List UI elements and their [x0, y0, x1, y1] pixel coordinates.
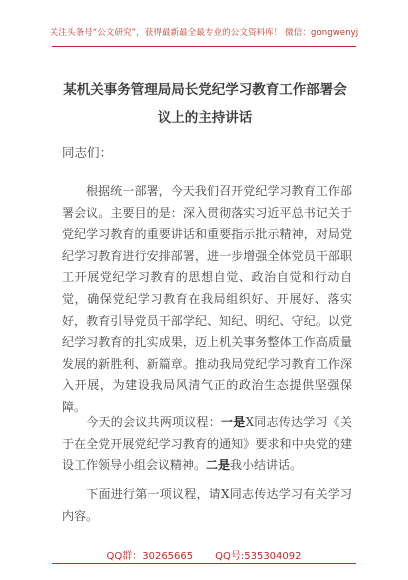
footer-divider [52, 563, 356, 564]
salutation: 同志们： [62, 145, 113, 160]
paragraph-3-text: 下面进行第一项议程，请X同志传达学习有关学习内容。 [62, 487, 352, 523]
agenda-item-2-label: 二是 [206, 458, 231, 473]
paragraph-2 [62, 412, 352, 477]
header-banner: 关注头条号“公文研究”，获得最新最全最专业的公文资料库！ 微信：gongwenyj [49, 28, 359, 38]
paragraph-3 [62, 484, 352, 527]
paragraph-1-text: 根据统一部署，今天我们召开党纪学习教育工作部署会议。主要目的是：深入贯彻落实习近平总书记关于党纪学习教育的重要讲话和重要指示批示精神，对局党纪学习教育进行安排部署，进一步增强全体党员干部职工开展党纪学习教育的思想自觉、政治自觉和行动自觉，确保党纪学习教育在我局组织好、开展好、落实好，教育引导党员干部学纪、知纪、明纪、守纪。以党纪学习教育的扎实成果，迈上机关事务整体工作高质量发展的新胜利、新篇章。推动我局党纪学习教育工作深入开展，为建设我局风清气正的政治生态提供坚强保障。 [62, 184, 352, 414]
paragraph-1 [62, 181, 352, 419]
agenda-item-1-text: X同志传达学习《关于在全党开展党纪学习教育的通知》要求和中央党的建设工作领导小组会议精神。 [62, 415, 352, 473]
footer-qq-group: QQ群：30265665 [106, 551, 194, 562]
footer-qq-number: QQ号:535304092 [215, 551, 302, 562]
agenda-item-1-label: 一是 [220, 415, 246, 429]
agenda-intro: 今天的会议共两项议程： [86, 415, 221, 429]
agenda-item-2-text: 我小结讲话。 [230, 458, 303, 473]
footer-contact [0, 547, 408, 562]
header-divider [52, 46, 356, 47]
document-title: 某机关事务管理局局长党纪学习教育工作部署会议上的主持讲话 [63, 82, 347, 126]
